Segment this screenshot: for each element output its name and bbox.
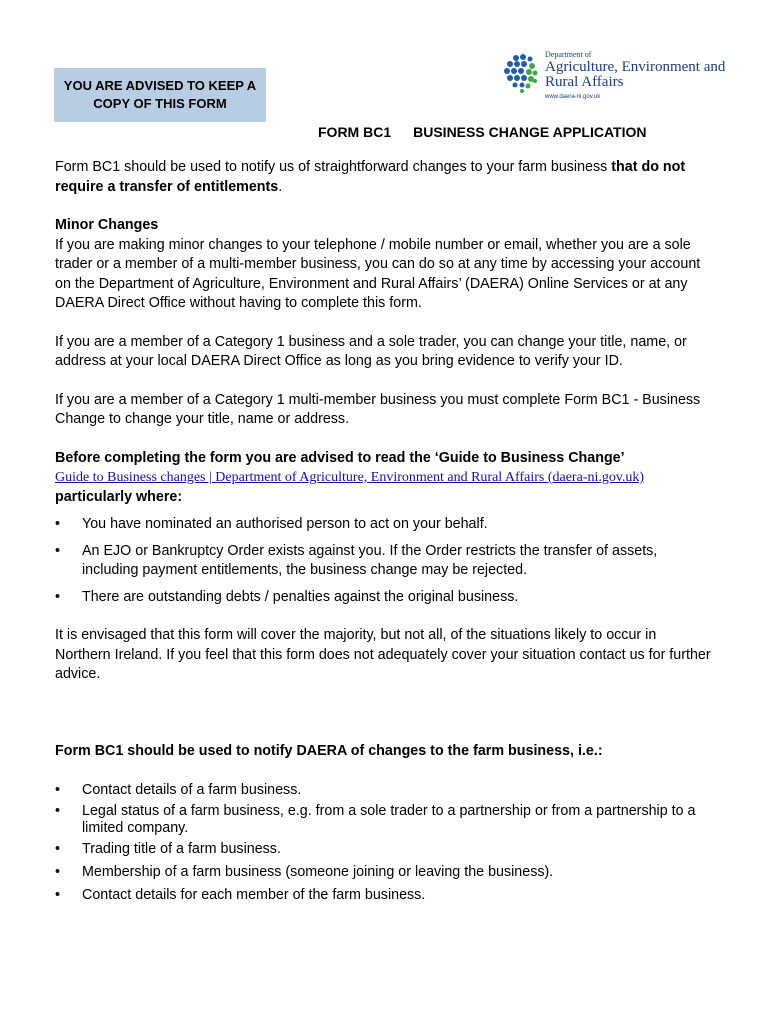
minor-p3: If you are a member of a Category 1 multi-member business you must complete Form BC1 - Business Change to change your title, name or address. [55,391,701,427]
bullet-icon: • [55,516,61,532]
daera-logo-icon [502,52,540,94]
bullet-icon: • [55,542,61,559]
form-code: FORM BC1 [318,124,392,140]
daera-logo [502,50,732,106]
bullet-icon: • [55,887,61,903]
list-item: • Contact details for each member of the farm business. [55,887,426,903]
minor-p2: If you are a member of a Category 1 business and a sole trader, you can change your title, name, or address at your local DAERA Direct Office as long as you bring evidence to verify your ID. [55,333,687,369]
form-heading: BUSINESS CHANGE APPLICATION [413,124,647,140]
intro-paragraph [55,158,715,197]
logo-name: Agriculture, Environment and Rural Affairs [545,59,726,90]
list-item: • Legal status of a farm business, e.g. from a sole trader to a partnership or from a partnership to a limited company. [55,803,696,836]
intro-end: . [278,178,283,195]
guide-bullet-list [55,515,715,607]
list-item: • Contact details of a farm business. [55,782,302,798]
list-item: • There are outstanding debts / penalties against the original business. [55,588,715,608]
envisaged-paragraph: It is envisaged that this form will cover the majority, but not all, of the situations likely to occur in Northern Ireland. If you feel that this form does not adequately cover your situation contact us for further advice. [55,627,711,682]
particularly-where: particularly where: [55,488,183,505]
logo-url: www.daera-ni.gov.uk [545,94,601,100]
minor-p1: If you are making minor changes to your telephone / mobile number or email, whether you are a sole trader or a member of a multi-member business, you can do so at any time by accessing your account on the Department of Agriculture, Environment and Rural Affairs’ (DAERA) Online Services or at any DAERA Direct Office without having to complete this form. [55,236,701,311]
intro-bold: that do not require a transfer of entitlements [55,159,686,195]
list-item: • Trading title of a farm business. [55,841,281,857]
bullet-icon: • [55,588,61,605]
logo-dept: Department of [545,50,592,59]
intro-text: Form BC1 should be used to notify us of straightforward changes to your farm business [55,159,612,175]
advice-box [54,68,266,122]
bullet-icon: • [55,864,61,880]
notify-heading: Form BC1 should be used to notify DAERA of changes to the farm business, i.e.: [55,742,603,759]
list-item: • You have nominated an authorised person to act on your behalf. [55,515,715,535]
advice-text: YOU ARE ADVISED TO KEEP A COPY OF THIS FORM [63,78,257,111]
guide-link[interactable]: Guide to Business changes | Department of Agriculture, Environment and Rural Affairs (daera-ni.gov.uk) [55,470,645,485]
list-item: • An EJO or Bankruptcy Order exists against you. If the Order restricts the transfer of assets, including payment entitlements, the business change may be rejected. [55,542,658,578]
bullet-icon: • [55,803,61,819]
bullet-icon: • [55,841,61,857]
list-item: • Membership of a farm business (someone joining or leaving the business). [55,864,554,880]
notify-bullet-list [55,782,715,904]
form-body [55,158,715,904]
bullet-icon: • [55,782,61,798]
guide-heading: Before completing the form you are advised to read the ‘Guide to Business Change’ [55,449,625,466]
minor-changes-heading: Minor Changes [55,217,159,233]
page-title [318,124,646,140]
